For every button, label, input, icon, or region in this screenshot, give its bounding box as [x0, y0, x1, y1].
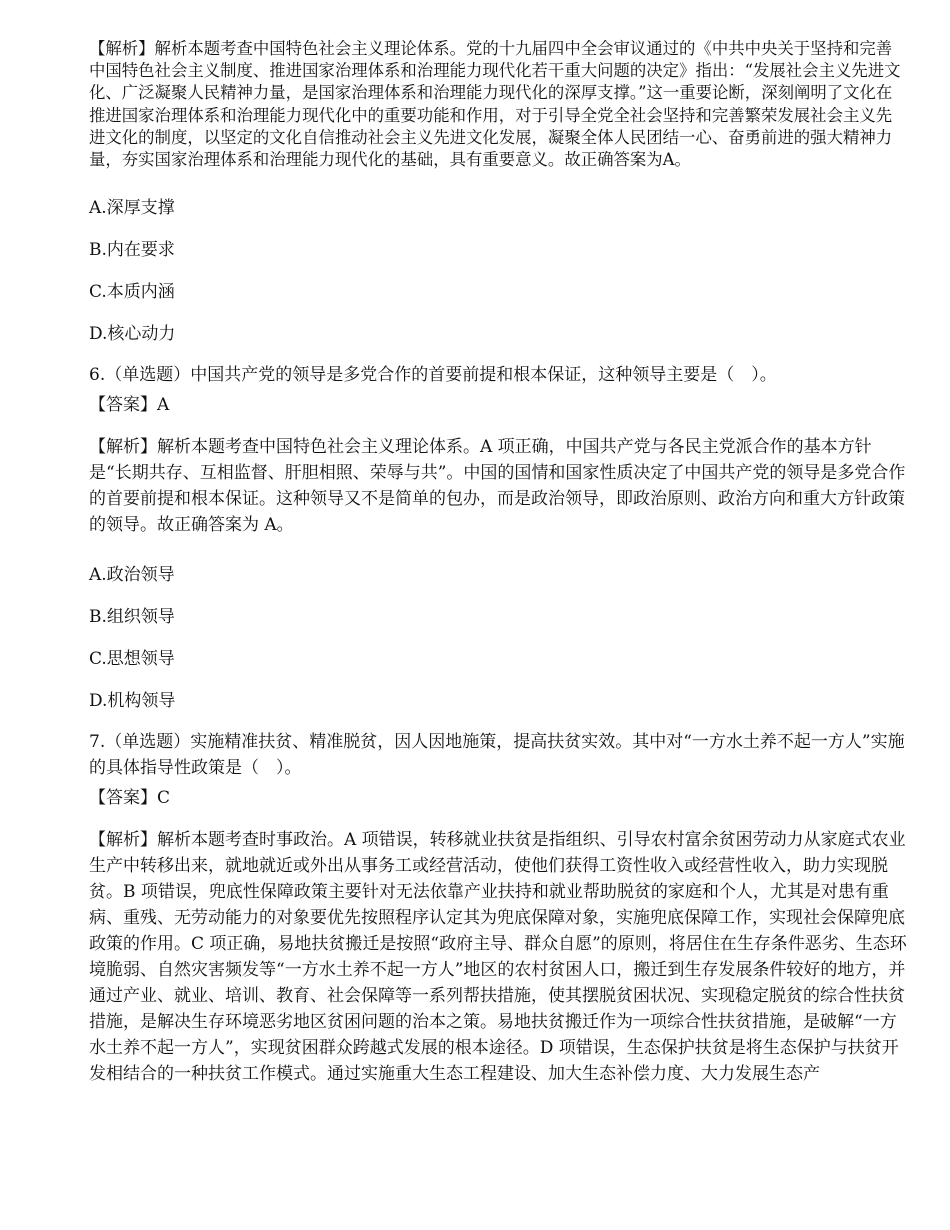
q6-option-a: A.政治领导: [89, 565, 175, 586]
q6-option-b: B.组织领导: [89, 607, 175, 628]
q5-option-d: D.核心动力: [89, 324, 176, 345]
q6-option-c: C.思想领导: [89, 649, 175, 670]
answer-7: 【答案】C: [89, 788, 171, 809]
document-page: [89, 38, 907, 1087]
q5-option-a: A.深厚支撑: [89, 198, 175, 219]
analysis-q6: 【解析】解析本题考查中国特色社会主义理论体系。A 项正确，中国共产党与各民主党派合作的基本方针是“长期共存、互相监督、肝胆相照、荣辱与共”。中国的国情和国家性质决定了中国共产党的领导是多党合作的首要前提和根本保证。这种领导又不是简单的包办，而是政治领导，即政治原则、政治方向和重大方针政策的领导。故正确答案为 A。: [89, 437, 906, 536]
analysis-q5: 【解析】解析本题考查中国特色社会主义理论体系。党的十九届四中全会审议通过的《中共中央关于坚持和完善中国特色社会主义制度、推进国家治理体系和治理能力现代化若干重大问题的决定》指出：“发展社会主义先进文化、广泛凝聚人民精神力量，是国家治理体系和治理能力现代化的深厚支撑。”这一重要论断，深刻阐明了文化在推进国家治理体系和治理能力现代化中的重要功能和作用，对于引导全党全社会坚持和完善繁荣发展社会主义先进文化的制度，以坚定的文化自信推动社会主义先进文化发展，凝聚全体人民团结一心、奋勇前进的强大精神力量，夯实国家治理体系和治理能力现代化的基础，具有重要意义。故正确答案为A。: [89, 39, 901, 170]
q5-option-c: C.本质内涵: [89, 282, 175, 303]
q6-option-d: D.机构领导: [89, 691, 176, 712]
answer-6: 【答案】A: [89, 395, 170, 416]
analysis-q7: 【解析】解析本题考查时事政治。A 项错误，转移就业扶贫是指组织、引导农村富余贫困劳动力从家庭式农业生产中转移出来，就地就近或外出从事务工或经营活动，使他们获得工资性收入或经营性收入，助力实现脱贫。B 项错误，兜底性保障政策主要针对无法依靠产业扶持和就业帮助脱贫的家庭和个人，尤其是对患有重病、重残、无劳动能力的对象要优先按照程序认定其为兜底保障对象，实施兜底保障工作，实现社会保障兜底政策的作用。C 项正确，易地扶贫搬迁是按照“政府主导、群众自愿”的原则，将居住在生存条件恶劣、生态环境脆弱、自然灾害频发等“一方水土养不起一方人”地区的农村贫困人口，搬迁到生存发展条件较好的地方，并通过产业、就业、培训、教育、社会保障等一系列帮扶措施，使其摆脱贫困状况、实现稳定脱贫的综合性扶贫措施，是解决生存环境恶劣地区贫困问题的治本之策。易地扶贫搬迁作为一项综合性扶贫措施，是破解“一方水土养不起一方人”，实现贫困群众跨越式发展的根本途径。D 项错误，生态保护扶贫是将生态保护与扶贫开发相结合的一种扶贫工作模式。通过实施重大生态工程建设、加大生态补偿力度、大力发展生态产: [89, 830, 907, 1085]
question-6: 6.（单选题）中国共产党的领导是多党合作的首要前提和根本保证，这种领导主要是（ ）。: [89, 365, 777, 386]
question-7: 7.（单选题）实施精准扶贫、精准脱贫，因人因地施策，提高扶贫实效。其中对“一方水土养不起一方人”实施的具体指导性政策是（ ）。: [89, 732, 905, 779]
q5-option-b: B.内在要求: [89, 240, 175, 261]
